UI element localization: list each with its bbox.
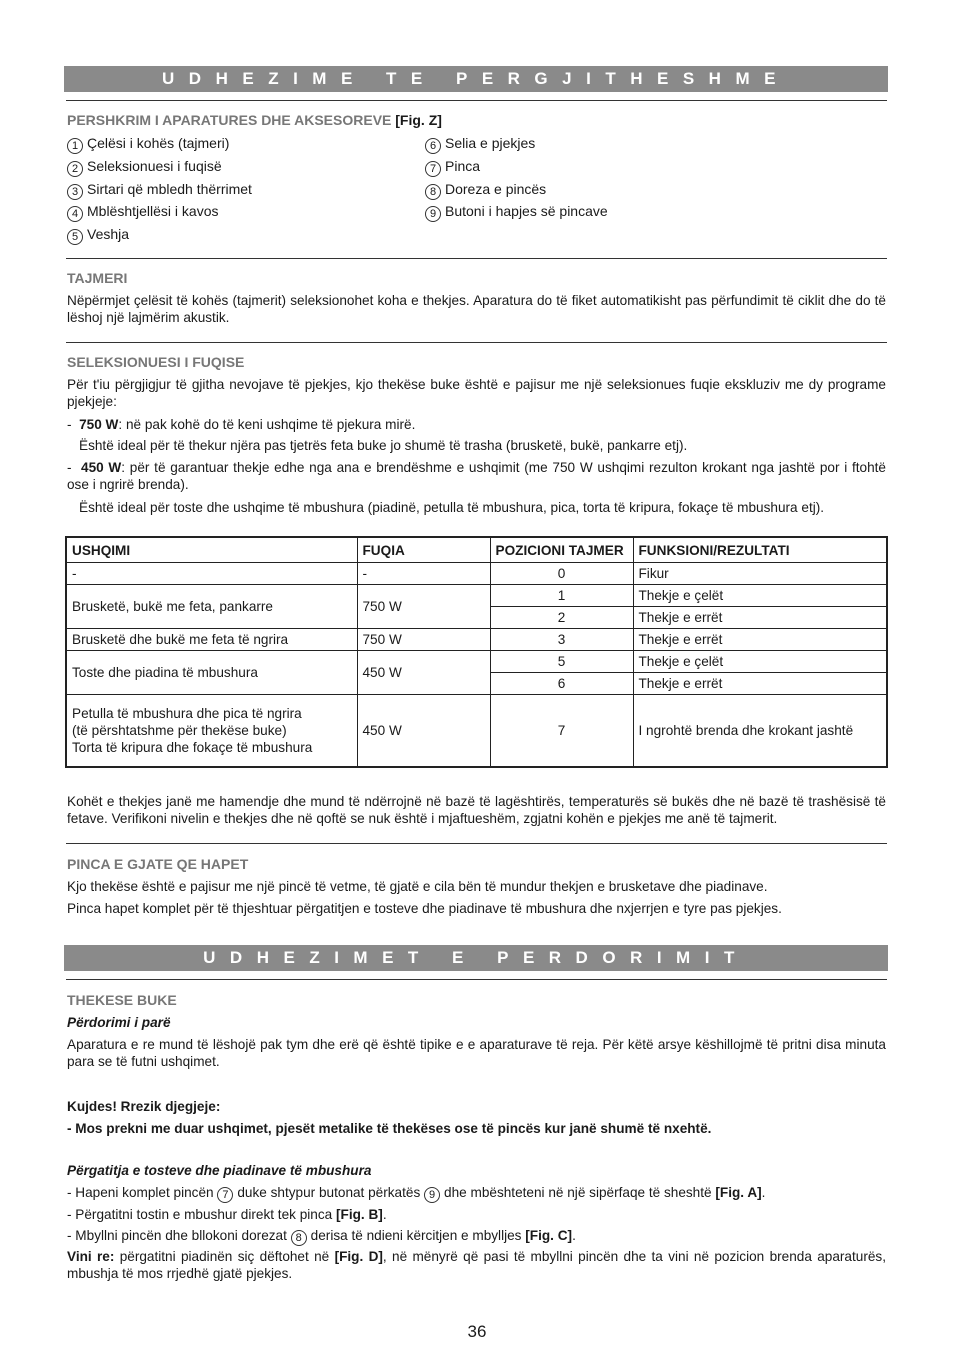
result-cell: Fikur	[633, 563, 887, 585]
list-item: 8 Doreza e pincës	[425, 181, 546, 200]
section-banner-usage: UDHEZIMET E PERDORIMIT	[64, 945, 888, 971]
table-row	[66, 563, 887, 585]
position-cell: 7	[490, 695, 633, 767]
list-item: 1 Çelësi i kohës (tajmeri)	[67, 135, 229, 154]
timer-title: TAJMERI	[67, 270, 128, 286]
number-icon: 3	[67, 184, 83, 200]
position-cell: 3	[490, 629, 633, 651]
list-item: 9 Butoni i hapjes së pincave	[425, 203, 608, 222]
column-header: POZICIONI TAJMER	[490, 537, 633, 563]
result-cell: I ngrohtë brenda dhe krokant jashtë	[633, 695, 887, 767]
number-icon: 9	[424, 1187, 440, 1203]
list-item: 3 Sirtari që mbledh thërrimet	[67, 181, 252, 200]
number-icon: 9	[425, 206, 441, 222]
power-cell: 750 W	[357, 585, 490, 629]
settings-table	[65, 536, 888, 768]
table-row	[66, 651, 887, 673]
number-icon: 8	[291, 1230, 307, 1246]
result-cell: Thekje e errët	[633, 673, 887, 695]
divider	[66, 100, 887, 101]
section-banner-general: UDHEZIME TE PERGJITHESHME	[64, 66, 888, 92]
number-icon: 7	[217, 1187, 233, 1203]
step-1: - Hapeni komplet pincën 7 duke shtypur butonat përkatës 9 dhe mbështeteni në një sipërfaqe të sheshtë [Fig. A].	[67, 1185, 766, 1201]
food-cell: Toste dhe piadina të mbushura	[66, 651, 357, 695]
description-title: PERSHKRIM I APARATURES DHE AKSESOREVE [Fig. Z]	[67, 112, 442, 128]
food-line: Petulla të mbushura dhe pica të ngrira	[72, 705, 302, 721]
result-cell: Thekje e çelët	[633, 651, 887, 673]
food-cell: -	[66, 563, 357, 585]
list-item: 4 Mblështjellësi i kavos	[67, 203, 219, 222]
power-intro: Për t'iu përgjigjur të gjitha nevojave të pjekjes, kjo thekëse buke është e pajisur me një seleksionues fuqie ekskluziv me dy programe pjekjeje:	[67, 377, 886, 409]
toaster-title: THEKESE BUKE	[67, 992, 177, 1008]
position-cell: 5	[490, 651, 633, 673]
food-cell: Brusketë dhe bukë me feta të ngrira	[66, 629, 357, 651]
number-icon: 1	[67, 138, 83, 154]
power-cell: 750 W	[357, 629, 490, 651]
food-line: Torta të kripura dhe fokaçe të mbushura	[72, 739, 313, 755]
divider	[66, 843, 887, 844]
prep-title: Përgatitja e tosteve dhe piadinave të mbushura	[67, 1163, 372, 1178]
result-cell: Thekje e errët	[633, 629, 887, 651]
tongs-title: PINCA E GJATE QE HAPET	[67, 856, 249, 872]
tongs-text-2: Pinca hapet komplet për të thjeshtuar përgatitjen e tosteve dhe piadinave të mbushura dhe nxjerrjen e tyre pas pjekjes.	[67, 901, 782, 916]
power-cell: 450 W	[357, 695, 490, 767]
list-item: 6 Selia e pjekjes	[425, 135, 535, 154]
food-line: (të përshtatshme për thekëse buke)	[72, 722, 287, 738]
number-icon: 5	[67, 229, 83, 245]
power-750-line: - 750 W: në pak kohë do të keni ushqime të pjekura mirë.	[67, 417, 416, 432]
power-450-line: - 450 W: për të garantuar thekje edhe nga ana e brendëshme e ushqimit (me 750 W ushqimi rezulton krokant nga jashtë por i ftohtë ose i ngrirë brenda).	[67, 460, 886, 492]
number-icon: 4	[67, 206, 83, 222]
table-row	[66, 585, 887, 607]
power-cell: 450 W	[357, 651, 490, 695]
result-cell: Thekje e çelët	[633, 585, 887, 607]
position-cell: 0	[490, 563, 633, 585]
power-title: SELEKSIONUESI I FUQISE	[67, 354, 245, 370]
power-750-ideal: Është ideal për të thekur njëra pas tjetrës feta buke jo shumë të trasha (brusketë, bukë, pankarre etj).	[79, 438, 688, 453]
list-item: 5 Veshja	[67, 226, 129, 245]
food-cell: Brusketë, bukë me feta, pankarre	[66, 585, 357, 629]
first-use-text: Aparatura e re mund të lëshojë pak tym dhe erë që është tipike e e aparaturave të reja. Për këtë arsye këshillojmë të pritni disa minuta para se të futni ushqimet.	[67, 1037, 886, 1069]
column-header: USHQIMI	[66, 537, 357, 563]
position-cell: 2	[490, 607, 633, 629]
power-cell: -	[357, 563, 490, 585]
times-note: Kohët e thekjes janë me hamendje dhe mund të ndërrojnë në bazë të lagështirës, temperaturës së bukës dhe në bazë të trashësisë të fetave. Verifikoni nivelin e thekjes dhe në qoftë se nuk është i mjaftueshëm, zgjatni kohën e pjekjes me anë të tajmerit.	[67, 794, 886, 826]
table-row	[66, 629, 887, 651]
position-cell: 6	[490, 673, 633, 695]
result-cell: Thekje e errët	[633, 607, 887, 629]
list-item: 7 Pinca	[425, 158, 480, 177]
number-icon: 8	[425, 184, 441, 200]
column-header: FUQIA	[357, 537, 490, 563]
timer-text: Nëpërmjet çelësit të kohës (tajmerit) seleksionohet koha e thekjes. Aparatura do të fiket automatikisht pas përfundimit të ciklit dhe do të lëshoj një lajmërim akustik.	[67, 293, 886, 325]
first-use-title: Përdorimi i parë	[67, 1015, 171, 1030]
list-item: 2 Seleksionuesi i fuqisë	[67, 158, 222, 177]
number-icon: 7	[425, 161, 441, 177]
divider	[66, 342, 887, 343]
power-450-ideal: Është ideal për toste dhe ushqime të mbushura (piadinë, petulla të mbushura, pica, torta të kripura, fokaçe të mbushura etj).	[79, 500, 825, 515]
step-2: - Përgatitni tostin e mbushur direkt tek pinca [Fig. B].	[67, 1207, 387, 1222]
column-header: FUNKSIONI/REZULTATI	[633, 537, 887, 563]
step-3: - Mbyllni pincën dhe bllokoni dorezat 8 derisa të ndieni kërcitjen e mbylljes [Fig. C].	[67, 1228, 576, 1244]
page-number: 36	[467, 1322, 487, 1341]
number-icon: 6	[425, 138, 441, 154]
warning-title: Kujdes! Rrezik djegjeje:	[67, 1099, 221, 1114]
position-cell: 1	[490, 585, 633, 607]
food-cell	[66, 695, 357, 767]
note: Vini re: përgatitni piadinën siç dëftohet në [Fig. D], në mënyrë që pasi të mbyllni pincën dhe ta vini në pozicion brenda aparaturës, mbushja të mos rrjedhë gjatë pjekjes.	[67, 1249, 886, 1281]
divider	[66, 258, 887, 259]
table-row	[66, 695, 887, 767]
warning-text: - Mos prekni me duar ushqimet, pjesët metalike të thekëses ose të pincës kur janë shumë të nxehtë.	[67, 1121, 712, 1136]
number-icon: 2	[67, 161, 83, 177]
table-header-row	[66, 537, 887, 563]
tongs-text-1: Kjo thekëse është e pajisur me një pincë të vetme, të gjatë e cila bën të mundur thekjen e brusketave dhe piadinave.	[67, 879, 768, 894]
divider	[66, 979, 887, 980]
